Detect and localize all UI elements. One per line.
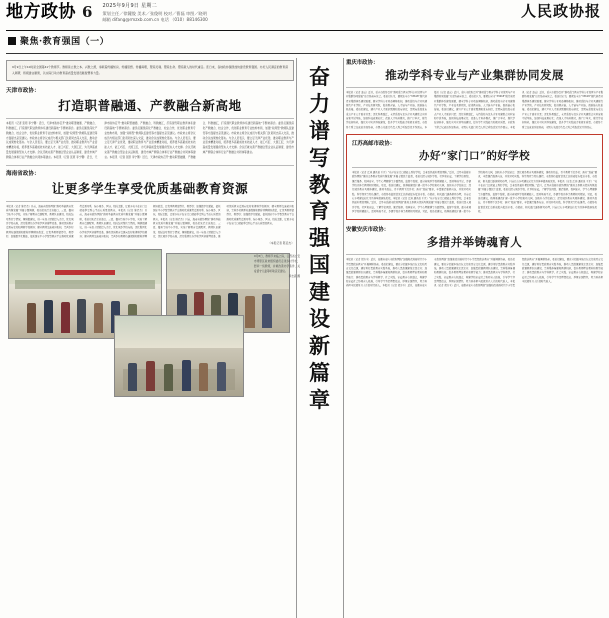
- article-body-columns: [346, 91, 603, 130]
- article-hainan: [6, 169, 294, 246]
- article-headline: 多措并举铸魂育人: [426, 235, 523, 250]
- section-label: 聚焦·教育强国（一）: [20, 37, 110, 47]
- article-body: 本报讯（记者 凌云）近日，重庆市政协召开“推动高等教育学科专业设置与产业集群协同发展”月度协商座谈会。委员们认为，要紧扣全市“33618”现代制造业集群体系建设需要，健全学科专业动态调整机制，推动高校与企业共建现代产业学院、产业技术研究院，促进教育链、人才链与产业链、创新链有机衔接。委员们建议，建立产业人才需求预测和发布制度，定期向高校发布重点产业人才需求目录；深化科教融汇，支持高校与龙头企业共建联合实验室和中试基地，加快科技成果转化；改革人才培养模式，推广订单式、现代学徒制培养，强化实习实训基地建设，提升学生实践能力和就业质量。市政协主席会议成员参加协商，市级有关部门负责人到会听取意见并作回应。本报讯（记者 凌云）近日，重庆市政协召开“推动高等教育学科专业设置与产业集群协同发展”月度协商座谈会。委员们认为，要紧扣全市“33618”现代制造业集群体系建设需要，健全学科专业动态调整机制，推动高校与企业共建现代产业学院、产业技术研究院，促进教育链、人才链与产业链、创新链有机衔接。委员们建议，建立产业人才需求预测和发布制度，定期向高校发布重点产业人才需求目录；深化科教融汇，支持高校与龙头企业共建联合实验室和中试基地，加快科技成果转化；改革人才培养模式，推广订单式、现代学徒制培养，强化实习实训基地建设，提升学生实践能力和就业质量。市政协主席会议成员参加协商，市级有关部门负责人到会听取意见并作回应。本报讯（记者 凌云）近日，重庆市政协召开“推动高等教育学科专业设置与产业集群协同发展”月度协商座谈会。委员们认为，要紧扣全市“33618”现代制造业集群体系建设需要，健全学科专业动态调整机制，推动高校与企业共建现代产业学院、产业技术研究院，促进教育链、人才链与产业链、创新链有机衔接。委员们建议，建立产业人才需求预测和发布制度，定期向高校发布重点产业人才需求目录；深化科教融汇，支持高校与龙头企业共建联合实验室和中试基地，加快科技成果转化；改革人才培养模式，推广订单式、现代学徒制培养，强化实习实训基地建设，提升学生实践能力和就业质量。市政协主席会议成员参加协商，市级有关部门负责人到会听取意见并作回应。: [346, 91, 603, 129]
- lead-box: [6, 60, 294, 81]
- masthead-left: [6, 0, 208, 23]
- vertical-banner-column: [298, 58, 342, 618]
- article-chongqing: [346, 58, 603, 130]
- banner-char: 章: [309, 386, 331, 412]
- photo-credit: 李志高 摄: [288, 275, 300, 279]
- paper-name: 人民政协报: [520, 2, 601, 20]
- page-title: 地方政协: [6, 1, 76, 22]
- banner-rule-right: [343, 58, 344, 618]
- photo-caption: [254, 255, 300, 280]
- banner-char: 奋: [309, 64, 331, 89]
- banner-char: 写: [309, 144, 331, 170]
- banner-char: 建: [309, 279, 331, 304]
- article-body-columns: [6, 205, 294, 240]
- page-number: 6: [82, 3, 93, 22]
- article-body: 本报讯（记者 胡方玉）近日，安徽省安庆市政协围绕“加强和改进新时代中小学思想政治教育”开展调研协商。委员们建议，要充分挖掘本地红色文化和历史文化资源，建好用好思政教育实践基地，推动大思政课建设走深走实；加强思政课教师队伍建设，完善集体备课和教研机制，提升教师理论素养和教学能力；推动思政教育与学科教学、社会实践、家庭教育有机融合，构建学校家庭社会协同育人格局，引导学生坚定理想信念、厚植家国情怀，努力培养担当民族复兴大任的时代新人。本报讯（记者 胡方玉）近日，安徽省安庆市政协围绕“加强和改进新时代中小学思想政治教育”开展调研协商。委员们建议，要充分挖掘本地红色文化和历史文化资源，建好用好思政教育实践基地，推动大思政课建设走深走实；加强思政课教师队伍建设，完善集体备课和教研机制，提升教师理论素养和教学能力；推动思政教育与学科教学、社会实践、家庭教育有机融合，构建学校家庭社会协同育人格局，引导学生坚定理想信念、厚植家国情怀，努力培养担当民族复兴大任的时代新人。本报讯（记者 胡方玉）近日，安徽省安庆市政协围绕“加强和改进新时代中小学思想政治教育”开展调研协商。委员们建议，要充分挖掘本地红色文化和历史文化资源，建好用好思政教育实践基地，推动大思政课建设走深走实；加强思政课教师队伍建设，完善集体备课和教研机制，提升教师理论素养和教学能力；推动思政教育与学科教学、社会实践、家庭教育有机融合，构建学校家庭社会协同育人格局，引导学生坚定理想信念、厚植家国情怀，努力培养担当民族复兴大任的时代新人。: [346, 258, 603, 288]
- banner-char: 力: [309, 90, 331, 116]
- article-kicker: 江苏高邮市政协：: [352, 140, 396, 147]
- article-headline: 推动学科专业与产业集群协同发展: [385, 68, 564, 82]
- photo-caption-text: 9月8日，教师节来临之际，江西省吉安市青原区政协组织委员走进乡村学校，慰问一线教师，并就改善办学条件、关爱留守儿童等听取意见建议。: [254, 255, 300, 273]
- banner-rule-left: [296, 58, 297, 618]
- article-kicker: 海南省政协：: [6, 170, 40, 177]
- article-body: 本报讯（记者 江迪 通讯员 王正）“孩子在家门口就能上到好学校，是老百姓最朴素的期盼。”近日，江苏省高邮市政协围绕“推进义务教育优质均衡发展”开展专题民主监督，委员们深入城乡学校、社区和家庭，了解学位供给、课后服务、校园安全、学生心理健康等方面情况。监督中发现，部分老城区学校班额偏大、活动场地不足，乡镇学校音体美教师相对紧缺。对此，委员们建议，统筹新建改扩建一批中小学校和幼儿园，加快补齐学位缺口；深化城乡教育共同体建设，推动名校长、骨干教师下沉乡村；落实“双减”要求，丰富课后服务内容，开设劳动实践、科学探究等特色课程。市政协将监督意见汇总形成报告报送市委、市政府，相关部门逐条研究办理，目前已有多项建议转化为具体举措落地见效。本报讯（记者 江迪 通讯员 王正）“孩子在家门口就能上到好学校，是老百姓最朴素的期盼。”近日，江苏省高邮市政协围绕“推进义务教育优质均衡发展”开展专题民主监督，委员们深入城乡学校、社区和家庭，了解学位供给、课后服务、校园安全、学生心理健康等方面情况。监督中发现，部分老城区学校班额偏大、活动场地不足，乡镇学校音体美教师相对紧缺。对此，委员们建议，统筹新建改扩建一批中小学校和幼儿园，加快补齐学位缺口；深化城乡教育共同体建设，推动名校长、骨干教师下沉乡村；落实“双减”要求，丰富课后服务内容，开设劳动实践、科学探究等特色课程。市政协将监督意见汇总形成报告报送市委、市政府，相关部门逐条研究办理，目前已有多项建议转化为具体举措落地见效。本报讯（记者 江迪 通讯员 王正）“孩子在家门口就能上到好学校，是老百姓最朴素的期盼。”近日，江苏省高邮市政协围绕“推进义务教育优质均衡发展”开展专题民主监督，委员们深入城乡学校、社区和家庭，了解学位供给、课后服务、校园安全、学生心理健康等方面情况。监督中发现，部分老城区学校班额偏大、活动场地不足，乡镇学校音体美教师相对紧缺。对此，委员们建议，统筹新建改扩建一批中小学校和幼儿园，加快补齐学位缺口；深化城乡教育共同体建设，推动名校长、骨干教师下沉乡村；落实“双减”要求，丰富课后服务内容，开设劳动实践、科学探究等特色课程。市政协将监督意见汇总形成报告报送市委、市政府，相关部门逐条研究办理，目前已有多项建议转化为具体举措落地见效。: [352, 170, 597, 213]
- banner-char: 育: [309, 198, 331, 224]
- masthead: [6, 0, 603, 31]
- section-divider: [6, 53, 603, 54]
- section-marker-icon: [8, 37, 16, 45]
- article-body-columns: [352, 171, 597, 214]
- banner-char: 国: [309, 252, 331, 278]
- left-column: [6, 58, 300, 618]
- publication-date: 2025年9月9日 星期二: [102, 3, 158, 9]
- headline-rule: [352, 167, 597, 168]
- article-gaoyou-boxed: [346, 134, 603, 220]
- article-headline: 打造职普融通、产教融合新高地: [58, 98, 242, 114]
- headline-rule: [346, 87, 603, 88]
- banner-char: 谱: [309, 117, 331, 143]
- article-kicker: 安徽安庆市政协：: [346, 227, 390, 234]
- masthead-meta: [102, 1, 207, 23]
- article-kicker: 重庆市政协：: [346, 60, 379, 66]
- editorial-credits: 策划主任／徐麓俊 美术／张俊明 校对／曹磊 审图／晓明: [102, 10, 207, 16]
- article-byline: （本报记者 陈启杰）: [267, 241, 294, 246]
- article-headline: 让更多学生享受优质基础教育资源: [51, 180, 249, 196]
- banner-char: 新: [309, 332, 331, 358]
- article-separator: [6, 165, 294, 166]
- banner-char: 设: [309, 305, 331, 331]
- article-headline: 办好“家门口”的好学校: [419, 149, 530, 162]
- lead-text: 9月9日上午10时是全国第41个教师节。教师是立教之本、兴教之源，承载着传播知识、传播思想、传播真理，塑造灵魂、塑造生命、塑造新人的时代重任。连日来，各地政协围绕加快建设教育强国、办好人民满意的教育深入调研，积极建言献策，以实际行动为教育高质量发展贡献智慧和力量。: [12, 65, 288, 75]
- photo-3: [114, 315, 244, 397]
- article-tianjin: [6, 60, 294, 161]
- photo-cluster: [6, 249, 300, 399]
- contact-info: 邮箱 difang@rmzxb.com.cn 电话 （010）88146300: [102, 16, 208, 22]
- banner-char: 强: [309, 225, 331, 251]
- headline-rule: [346, 254, 603, 255]
- article-kicker: 天津市政协：: [6, 88, 40, 95]
- headline-rule: [6, 201, 294, 202]
- article-body: 本报讯（记者 张原 李宁馨）近日，天津市政协召开“推动职普融通、产教融合、科教融汇，打造现代职业教育体系建设新高地”专题协商会。委员们围绕深化产教融合、校企合作，优化职业教育专业结构布局，加强“双师型”教师队伍建设等方面提出意见建议。市政协主席会议成员与相关部门负责同志深入交流，推动会议成果转化落实。与会人员表示，要立足天津产业优势，推动职业教育与产业需求精准对接，培养更多高素质技术技能人才、能工巧匠、大国工匠，为天津高质量发展提供坚实人才支撑。会议还就完善产教融合型企业认证制度、建设市域产教联合体和行业产教融合共同体等建言。本报讯（记者 张原 李宁馨）近日，天津市政协召开“推动职普融通、产教融合、科教融汇，打造现代职业教育体系建设新高地”专题协商会。委员们围绕深化产教融合、校企合作，优化职业教育专业结构布局，加强“双师型”教师队伍建设等方面提出意见建议。市政协主席会议成员与相关部门负责同志深入交流，推动会议成果转化落实。与会人员表示，要立足天津产业优势，推动职业教育与产业需求精准对接，培养更多高素质技术技能人才、能工巧匠、大国工匠，为天津高质量发展提供坚实人才支撑。会议还就完善产教融合型企业认证制度、建设市域产教联合体和行业产教融合共同体等建言。本报讯（记者 张原 李宁馨）近日，天津市政协召开“推动职普融通、产教融合、科教融汇，打造现代职业教育体系建设新高地”专题协商会。委员们围绕深化产教融合、校企合作，优化职业教育专业结构布局，加强“双师型”教师队伍建设等方面提出意见建议。市政协主席会议成员与相关部门负责同志深入交流，推动会议成果转化落实。与会人员表示，要立足天津产业优势，推动职业教育与产业需求精准对接，培养更多高素质技术技能人才、能工巧匠、大国工匠，为天津高质量发展提供坚实人才支撑。会议还就完善产教融合型企业认证制度、建设市域产教联合体和行业产教融合共同体等建言。: [6, 122, 294, 159]
- article-body: 本报讯（记者 陈启杰）日前，海南省政协围绕“推动基础教育优质均衡发展”开展专题调研，委员们先后走访海口、三亚、儋州等地中小学校，实地了解教育资源配置、教师队伍建设、校际结对帮扶等情况。调研组建议，进一步加大财政投入力度，优化城乡学校布局，深化集团化办学和学区制管理改革，推动优质教育资源向农村和薄弱学校倾斜；健全教师交流轮岗机制，完善乡村教师待遇保障和职称评聘倾斜政策，让优秀教师留得住、教得好；加强数字化赋能，依托国家中小学智慧教育平台推动优质课程资源共享，缩小城乡、区域、校际差距，让更多孩子在家门口就能享受到公平而有质量的教育。本报讯（记者 陈启杰）日前，海南省政协围绕“推动基础教育优质均衡发展”开展专题调研，委员们先后走访海口、三亚、儋州等地中小学校，实地了解教育资源配置、教师队伍建设、校际结对帮扶等情况。调研组建议，进一步加大财政投入力度，优化城乡学校布局，深化集团化办学和学区制管理改革，推动优质教育资源向农村和薄弱学校倾斜；健全教师交流轮岗机制，完善乡村教师待遇保障和职称评聘倾斜政策，让优秀教师留得住、教得好；加强数字化赋能，依托国家中小学智慧教育平台推动优质课程资源共享，缩小城乡、区域、校际差距，让更多孩子在家门口就能享受到公平而有质量的教育。本报讯（记者 陈启杰）日前，海南省政协围绕“推动基础教育优质均衡发展”开展专题调研，委员们先后走访海口、三亚、儋州等地中小学校，实地了解教育资源配置、教师队伍建设、校际结对帮扶等情况。调研组建议，进一步加大财政投入力度，优化城乡学校布局，深化集团化办学和学区制管理改革，推动优质教育资源向农村和薄弱学校倾斜；健全教师交流轮岗机制，完善乡村教师待遇保障和职称评聘倾斜政策，让优秀教师留得住、教得好；加强数字化赋能，依托国家中小学智慧教育平台推动优质课程资源共享，缩小城乡、区域、校际差距，让更多孩子在家门口就能享受到公平而有质量的教育。: [6, 204, 294, 238]
- banner-char: 篇: [309, 359, 331, 385]
- page-body: [6, 58, 603, 618]
- vertical-banner: [298, 64, 342, 464]
- section-bar: [6, 31, 603, 49]
- article-anqing: [346, 225, 603, 288]
- right-column: [346, 58, 603, 618]
- banner-char: 教: [309, 171, 331, 197]
- headline-rule: [6, 118, 294, 119]
- article-body-columns: [346, 258, 603, 288]
- article-body-columns: [6, 122, 294, 160]
